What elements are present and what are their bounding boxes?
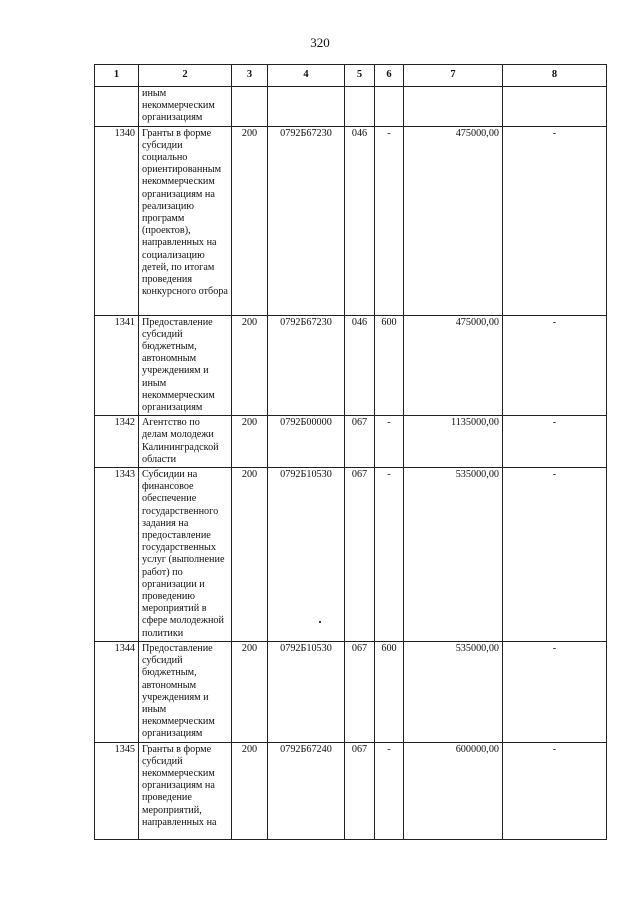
table-row (95, 126, 607, 315)
cell-code6: 600 (375, 315, 404, 416)
cell-code4: 0792Б00000 (268, 416, 345, 468)
cell-code4: 0792Б67230 (268, 315, 345, 416)
cell-code3: 200 (232, 126, 268, 315)
table-row (95, 315, 607, 416)
cell-num: 1340 (95, 126, 139, 315)
cell-amount: 535000,00 (404, 642, 503, 743)
cell-col8: - (503, 126, 607, 315)
budget-table (94, 64, 607, 840)
cell-code6: - (375, 126, 404, 315)
cell-name: Предоставление субсидий бюджетным, автономным учреждениям и иным некоммерческим организациям (139, 642, 232, 743)
cell-col8: - (503, 642, 607, 743)
cell-code3 (232, 87, 268, 127)
cell-code6 (375, 87, 404, 127)
cell-col8: - (503, 315, 607, 416)
cell-amount: 475000,00 (404, 315, 503, 416)
cell-code4: 0792Б67240 (268, 742, 345, 839)
cell-code6: - (375, 742, 404, 839)
cell-amount: 475000,00 (404, 126, 503, 315)
cell-name: Гранты в форме субсидий некоммерческим организациям на проведение мероприятий, направленных на (139, 742, 232, 839)
cell-code3: 200 (232, 315, 268, 416)
cell-amount: 600000,00 (404, 742, 503, 839)
cell-code3: 200 (232, 416, 268, 468)
header-row (95, 65, 607, 87)
cell-amount (404, 87, 503, 127)
table-row (95, 468, 607, 642)
cell-num (95, 87, 139, 127)
cell-name: Гранты в форме субсидии социально ориентированным некоммерческим организациям на реализацию программ (проектов), направленных на социализацию детей, по итогам проведения конкурсного отбора (139, 126, 232, 315)
cell-name: Предоставление субсидий бюджетным, автономным учреждениям и иным некоммерческим организациям (139, 315, 232, 416)
cell-code5: 046 (345, 315, 375, 416)
cell-num: 1344 (95, 642, 139, 743)
cell-code5: 067 (345, 642, 375, 743)
cell-name: Агентство по делам молодежи Калининградской области (139, 416, 232, 468)
cell-code4: 0792Б67230 (268, 126, 345, 315)
cell-code5: 067 (345, 742, 375, 839)
cell-col8 (503, 87, 607, 127)
cell-name: иным некоммерческим организациям (139, 87, 232, 127)
header-col-2: 2 (139, 65, 232, 87)
header-col-3: 3 (232, 65, 268, 87)
header-col-5: 5 (345, 65, 375, 87)
cell-code5: 067 (345, 416, 375, 468)
page-number: 320 (310, 35, 330, 50)
cell-name: Субсидии на финансовое обеспечение государственного задания на предоставление государственных услуг (выполнение работ) по организации и проведению мероприятий в сфере молодежной политики (139, 468, 232, 642)
cell-code4 (268, 468, 345, 642)
cell-code3: 200 (232, 468, 268, 642)
header-col-4: 4 (268, 65, 345, 87)
header-col-8: 8 (503, 65, 607, 87)
cell-code4-text: 0792Б10530 (280, 469, 332, 481)
cell-num: 1342 (95, 416, 139, 468)
cell-col8: - (503, 742, 607, 839)
cell-code3: 200 (232, 642, 268, 743)
cell-code6: - (375, 416, 404, 468)
cell-code5 (345, 87, 375, 127)
cell-code4: 0792Б10530 (268, 642, 345, 743)
cell-code3: 200 (232, 742, 268, 839)
cell-code5: 046 (345, 126, 375, 315)
table-row (95, 742, 607, 839)
header-col-1: 1 (95, 65, 139, 87)
cell-num: 1345 (95, 742, 139, 839)
cell-col8: - (503, 416, 607, 468)
cell-amount: 535000,00 (404, 468, 503, 642)
header-col-6: 6 (375, 65, 404, 87)
table-row-continuation (95, 87, 607, 127)
cell-num: 1343 (95, 468, 139, 642)
cell-col8: - (503, 468, 607, 642)
table-row (95, 416, 607, 468)
cell-amount: 1135000,00 (404, 416, 503, 468)
cell-code6: - (375, 468, 404, 642)
cell-num: 1341 (95, 315, 139, 416)
table-row (95, 642, 607, 743)
cell-code4 (268, 87, 345, 127)
cell-code6: 600 (375, 642, 404, 743)
header-col-7: 7 (404, 65, 503, 87)
scan-speck (319, 621, 321, 623)
cell-code5: 067 (345, 468, 375, 642)
